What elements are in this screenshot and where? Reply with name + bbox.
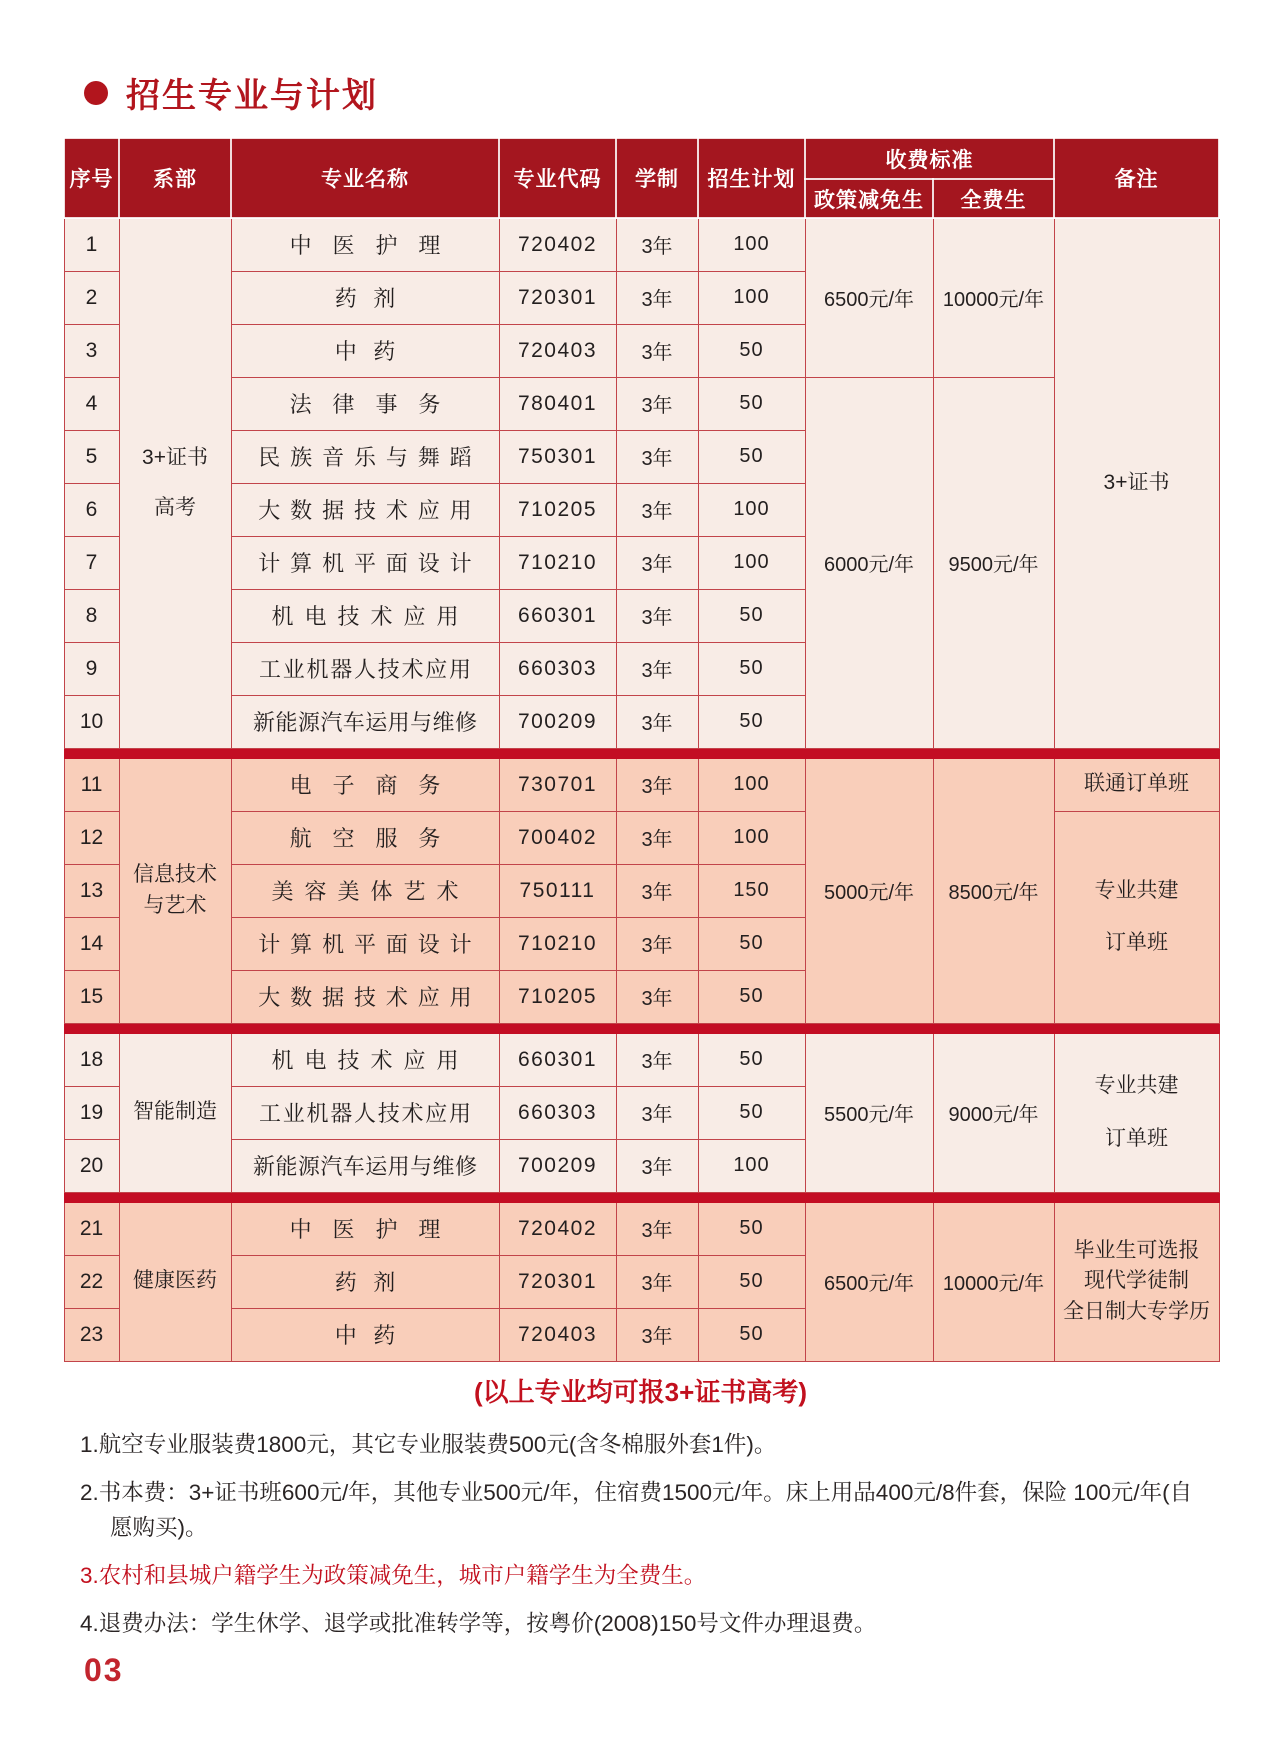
enroll-plan-cell: 50 — [698, 1033, 805, 1086]
study-years-cell: 3年 — [616, 377, 698, 430]
remark-cell: 专业共建 订单班 — [1054, 1033, 1219, 1192]
major-name-cell: 新能源汽车运用与维修 — [231, 1139, 499, 1192]
notes-block — [80, 1428, 1205, 1654]
section-title-row — [84, 68, 378, 117]
study-years-cell: 3年 — [616, 642, 698, 695]
section-separator — [64, 1023, 1219, 1033]
row-number: 11 — [64, 758, 119, 811]
col-header-remark: 备注 — [1054, 138, 1219, 218]
major-code-cell: 720403 — [499, 324, 616, 377]
page-title: 招生专业与计划 — [126, 77, 378, 115]
study-years-cell: 3年 — [616, 430, 698, 483]
enroll-plan-cell: 100 — [698, 483, 805, 536]
enroll-plan-cell: 100 — [698, 1139, 805, 1192]
major-code-cell: 660303 — [499, 1086, 616, 1139]
major-code-cell: 710210 — [499, 536, 616, 589]
major-code-cell: 780401 — [499, 377, 616, 430]
major-code-cell: 700209 — [499, 695, 616, 748]
study-years-cell: 3年 — [616, 917, 698, 970]
study-years-cell: 3年 — [616, 1033, 698, 1086]
major-code-cell: 750301 — [499, 430, 616, 483]
study-years-cell: 3年 — [616, 1086, 698, 1139]
study-years-cell: 3年 — [616, 758, 698, 811]
major-name-cell: 工业机器人技术应用 — [231, 642, 499, 695]
major-name-cell: 药剂 — [231, 1255, 499, 1308]
col-header-fee-full: 全费生 — [933, 179, 1054, 218]
study-years-cell: 3年 — [616, 1202, 698, 1255]
row-number: 14 — [64, 917, 119, 970]
row-number: 18 — [64, 1033, 119, 1086]
enroll-plan-cell: 50 — [698, 324, 805, 377]
enroll-plan-cell: 50 — [698, 642, 805, 695]
major-code-cell: 710210 — [499, 917, 616, 970]
major-name-cell: 计算机平面设计 — [231, 917, 499, 970]
row-number: 4 — [64, 377, 119, 430]
row-number: 21 — [64, 1202, 119, 1255]
major-name-cell: 药剂 — [231, 271, 499, 324]
enroll-plan-cell: 100 — [698, 271, 805, 324]
col-header-no: 序号 — [64, 138, 119, 218]
study-years-cell: 3年 — [616, 324, 698, 377]
major-name-cell: 大数据技术应用 — [231, 483, 499, 536]
enroll-plan-cell: 50 — [698, 1202, 805, 1255]
major-name-cell: 中医护理 — [231, 1202, 499, 1255]
row-number: 19 — [64, 1086, 119, 1139]
major-code-cell: 660303 — [499, 642, 616, 695]
major-name-cell: 中药 — [231, 1308, 499, 1361]
row-number: 7 — [64, 536, 119, 589]
major-code-cell: 660301 — [499, 589, 616, 642]
major-name-cell: 航空服务 — [231, 811, 499, 864]
enroll-plan-cell: 50 — [698, 695, 805, 748]
department-cell: 健康医药 — [119, 1202, 231, 1361]
major-name-cell: 机电技术应用 — [231, 589, 499, 642]
row-number: 12 — [64, 811, 119, 864]
study-years-cell: 3年 — [616, 483, 698, 536]
bullet-icon — [84, 81, 108, 105]
page-number: 03 — [84, 1652, 124, 1688]
remark-cell: 联通订单班 — [1054, 758, 1219, 811]
col-header-dept: 系部 — [119, 138, 231, 218]
remark-cell: 毕业生可选报 现代学徒制 全日制大专学历 — [1054, 1202, 1219, 1361]
major-code-cell: 700402 — [499, 811, 616, 864]
enroll-plan-cell: 150 — [698, 864, 805, 917]
study-years-cell: 3年 — [616, 271, 698, 324]
department-cell: 3+证书 高考 — [119, 218, 231, 748]
enroll-plan-cell: 50 — [698, 1086, 805, 1139]
fee-reduced-cell: 6000元/年 — [805, 377, 933, 748]
fee-full-cell: 10000元/年 — [933, 218, 1054, 377]
major-code-cell: 720402 — [499, 218, 616, 271]
row-number: 9 — [64, 642, 119, 695]
note-3: 3.农村和县城户籍学生为政策减免生，城市户籍学生为全费生。 — [80, 1562, 707, 1588]
enroll-plan-cell: 100 — [698, 811, 805, 864]
row-number: 1 — [64, 218, 119, 271]
row-number: 10 — [64, 695, 119, 748]
fee-full-cell: 9500元/年 — [933, 377, 1054, 748]
row-number: 22 — [64, 1255, 119, 1308]
study-years-cell: 3年 — [616, 864, 698, 917]
remark-cell: 3+证书 — [1054, 218, 1219, 748]
col-header-years: 学制 — [616, 138, 698, 218]
enroll-plan-cell: 100 — [698, 758, 805, 811]
note-2: 2.书本费：3+证书班600元/年，其他专业500元/年，住宿费1500元/年。床上用品400元/8件套，保险 100元/年(自愿购买)。 — [80, 1479, 1193, 1540]
enroll-plan-cell: 100 — [698, 536, 805, 589]
col-header-major: 专业名称 — [231, 138, 499, 218]
row-number: 3 — [64, 324, 119, 377]
section-separator — [64, 748, 1219, 758]
enroll-plan-cell: 50 — [698, 377, 805, 430]
study-years-cell: 3年 — [616, 218, 698, 271]
major-code-cell: 730701 — [499, 758, 616, 811]
enroll-plan-cell: 100 — [698, 218, 805, 271]
row-number: 8 — [64, 589, 119, 642]
row-number: 13 — [64, 864, 119, 917]
fee-reduced-cell: 5500元/年 — [805, 1033, 933, 1192]
enroll-plan-cell: 50 — [698, 917, 805, 970]
enroll-plan-cell: 50 — [698, 430, 805, 483]
major-name-cell: 中医护理 — [231, 218, 499, 271]
department-cell: 智能制造 — [119, 1033, 231, 1192]
major-name-cell: 机电技术应用 — [231, 1033, 499, 1086]
major-code-cell: 710205 — [499, 483, 616, 536]
major-code-cell: 720301 — [499, 1255, 616, 1308]
enroll-plan-cell: 50 — [698, 589, 805, 642]
major-name-cell: 法律事务 — [231, 377, 499, 430]
row-number: 2 — [64, 271, 119, 324]
note-4: 4.退费办法：学生休学、退学或批准转学等，按粤价(2008)150号文件办理退费。 — [80, 1610, 877, 1636]
enroll-plan-cell: 50 — [698, 1255, 805, 1308]
fee-full-cell: 8500元/年 — [933, 758, 1054, 1023]
major-code-cell: 750111 — [499, 864, 616, 917]
study-years-cell: 3年 — [616, 695, 698, 748]
major-code-cell: 720403 — [499, 1308, 616, 1361]
row-number: 5 — [64, 430, 119, 483]
enroll-plan-cell: 50 — [698, 1308, 805, 1361]
enrollment-table — [63, 137, 1220, 1362]
remark-cell: 专业共建 订单班 — [1054, 811, 1219, 1023]
major-name-cell: 新能源汽车运用与维修 — [231, 695, 499, 748]
fee-reduced-cell: 5000元/年 — [805, 758, 933, 1023]
row-number: 20 — [64, 1139, 119, 1192]
fee-reduced-cell: 6500元/年 — [805, 218, 933, 377]
major-name-cell: 美容美体艺术 — [231, 864, 499, 917]
fee-reduced-cell: 6500元/年 — [805, 1202, 933, 1361]
note-1: 1.航空专业服装费1800元，其它专业服装费500元(含冬棉服外套1件)。 — [80, 1432, 777, 1457]
fee-full-cell: 10000元/年 — [933, 1202, 1054, 1361]
study-years-cell: 3年 — [616, 589, 698, 642]
study-years-cell: 3年 — [616, 1139, 698, 1192]
row-number: 23 — [64, 1308, 119, 1361]
major-name-cell: 计算机平面设计 — [231, 536, 499, 589]
fee-full-cell: 9000元/年 — [933, 1033, 1054, 1192]
col-header-fee-reduced: 政策减免生 — [805, 179, 933, 218]
major-name-cell: 中药 — [231, 324, 499, 377]
col-header-fee: 收费标准 — [805, 138, 1054, 179]
row-number: 15 — [64, 970, 119, 1023]
study-years-cell: 3年 — [616, 1255, 698, 1308]
enrollment-table-body — [64, 218, 1219, 1361]
col-header-plan: 招生计划 — [698, 138, 805, 218]
major-code-cell: 700209 — [499, 1139, 616, 1192]
study-years-cell: 3年 — [616, 536, 698, 589]
major-code-cell: 660301 — [499, 1033, 616, 1086]
major-name-cell: 民族音乐与舞蹈 — [231, 430, 499, 483]
col-header-code: 专业代码 — [499, 138, 616, 218]
section-separator — [64, 1192, 1219, 1202]
major-code-cell: 720301 — [499, 271, 616, 324]
major-name-cell: 电子商务 — [231, 758, 499, 811]
major-code-cell: 720402 — [499, 1202, 616, 1255]
table-caption: (以上专业均可报3+证书高考) — [474, 1377, 807, 1407]
study-years-cell: 3年 — [616, 970, 698, 1023]
major-name-cell: 大数据技术应用 — [231, 970, 499, 1023]
major-name-cell: 工业机器人技术应用 — [231, 1086, 499, 1139]
study-years-cell: 3年 — [616, 1308, 698, 1361]
major-code-cell: 710205 — [499, 970, 616, 1023]
study-years-cell: 3年 — [616, 811, 698, 864]
department-cell: 信息技术 与艺术 — [119, 758, 231, 1023]
enroll-plan-cell: 50 — [698, 970, 805, 1023]
row-number: 6 — [64, 483, 119, 536]
